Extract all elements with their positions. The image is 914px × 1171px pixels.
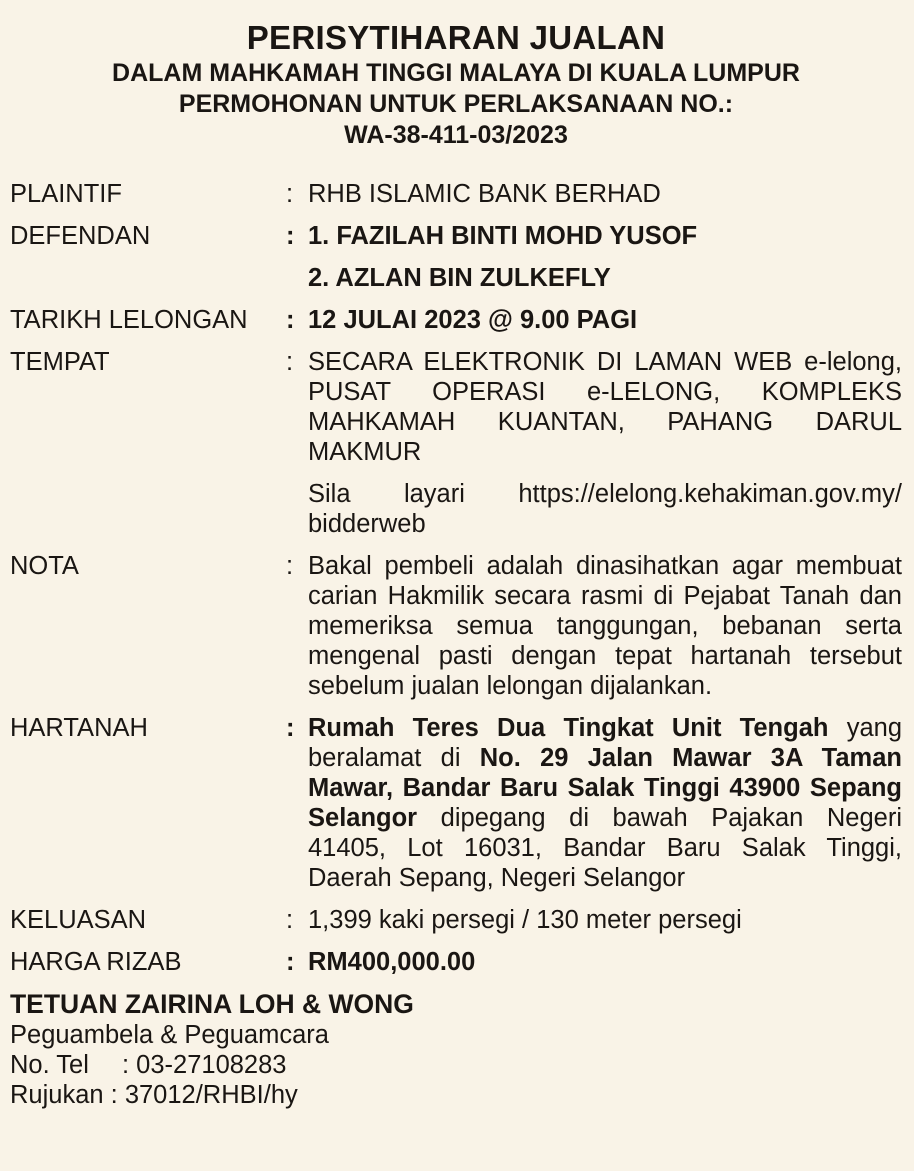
- colon: :: [286, 180, 294, 208]
- notice-header: [10, 18, 902, 151]
- court-name: DALAM MAHKAMAH TINGGI MALAYA DI KUALA LUMPUR: [112, 59, 800, 87]
- lawyer-details: [10, 989, 902, 1110]
- property-address: No. 29 Jalan Mawar 3A Taman Mawar, Bandar Baru Salak Tinggi 43900 Sepang Selangor: [308, 744, 902, 832]
- tel-value: : 03-27108283: [122, 1051, 287, 1079]
- row-hartanah: [10, 713, 902, 893]
- defendan-1: 1. FAZILAH BINTI MOHD YUSOF: [308, 222, 698, 250]
- tempat-value: SECARA ELEKTRONIK DI LAMAN WEB e-lelong, PUSAT OPERASI e-LELONG, KOMPLEKS MAHKAMAH KUANTAN, PAHANG DARUL MAKMUR: [308, 348, 902, 466]
- colon: :: [286, 222, 295, 250]
- firm-name: TETUAN ZAIRINA LOH & WONG: [10, 989, 414, 1019]
- hartanah-text-1: yang beralamat di: [308, 714, 902, 772]
- hartanah-value: [308, 713, 902, 893]
- row-harga: [10, 947, 902, 977]
- hartanah-text-2: dipegang di bawah Pajakan Negeri 41405, Lot 16031, Bandar Baru Salak Tinggi, Daerah Sepang, Negeri Selangor: [308, 804, 902, 892]
- tel-line: [10, 1050, 902, 1080]
- row-tempat: [10, 347, 902, 539]
- keluasan-value: 1,399 kaki persegi / 130 meter persegi: [308, 906, 742, 934]
- nota-label: NOTA: [10, 552, 79, 580]
- colon: :: [286, 306, 295, 334]
- plaintif-value: RHB ISLAMIC BANK BERHAD: [308, 180, 661, 208]
- colon: :: [286, 714, 295, 742]
- tempat-label: TEMPAT: [10, 348, 110, 376]
- row-nota: [10, 551, 902, 701]
- plaintif-label: PLAINTIF: [10, 180, 122, 208]
- colon: :: [286, 348, 294, 376]
- harga-value: RM400,000.00: [308, 948, 476, 976]
- defendan-values: [308, 221, 902, 293]
- tarikh-label: TARIKH LELONGAN: [10, 306, 248, 334]
- elelong-link[interactable]: https://elelong.kehakiman.gov.my/ bidderweb: [308, 480, 902, 538]
- tarikh-value: 12 JULAI 2023 @ 9.00 PAGI: [308, 306, 638, 334]
- ref-line: [10, 1080, 902, 1110]
- row-defendan: [10, 221, 902, 293]
- tel-label: No. Tel: [10, 1051, 89, 1079]
- row-plaintif: [10, 179, 902, 209]
- tempat-link-line: [308, 479, 902, 539]
- property-type: Rumah Teres Dua Tingkat Unit Tengah: [308, 714, 829, 742]
- nota-value: Bakal pembeli adalah dinasihatkan agar membuat carian Hakmilik secara rasmi di Pejabat Tanah dan memeriksa semua tanggungan, bebanan serta mengenal pasti dengan tepat hartanah tersebut sebelum jualan lelongan dijalankan.: [308, 552, 902, 700]
- row-keluasan: [10, 905, 902, 935]
- ref-value: : 37012/RHBI/hy: [103, 1081, 298, 1109]
- defendan-2: 2. AZLAN BIN ZULKEFLY: [308, 264, 611, 292]
- row-tarikh: [10, 305, 902, 335]
- application-line: PERMOHONAN UNTUK PERLAKSANAAN NO.:: [178, 90, 734, 118]
- colon: :: [286, 948, 295, 976]
- keluasan-label: KELUASAN: [10, 906, 147, 934]
- tempat-values: [308, 347, 902, 539]
- hartanah-label: HARTANAH: [10, 714, 148, 742]
- notice-title: PERISYTIHARAN JUALAN: [246, 19, 666, 56]
- link-prefix: Sila layari: [308, 480, 519, 508]
- details-table: [10, 179, 902, 977]
- colon: :: [286, 906, 294, 934]
- case-number: WA-38-411-03/2023: [344, 121, 568, 149]
- ref-label: Rujukan: [10, 1081, 104, 1109]
- colon: :: [286, 552, 294, 580]
- harga-label: HARGA RIZAB: [10, 948, 182, 976]
- firm-role: Peguambela & Peguamcara: [10, 1021, 329, 1049]
- defendan-label: DEFENDAN: [10, 222, 151, 250]
